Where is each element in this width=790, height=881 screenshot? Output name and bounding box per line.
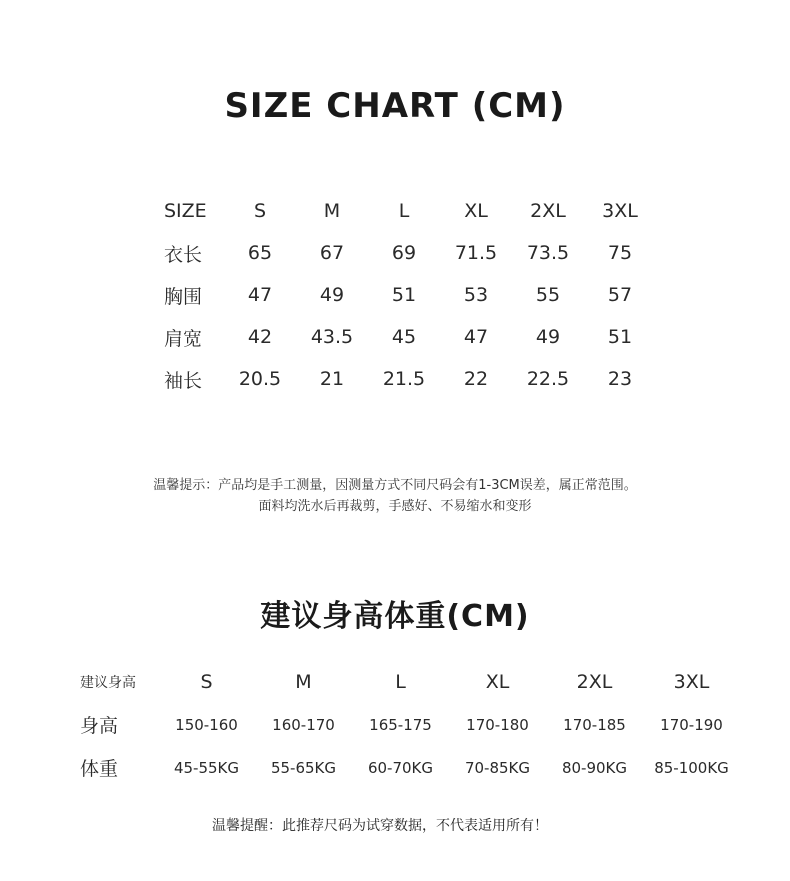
table-cell: 170-190 xyxy=(660,715,723,734)
size-header-cell: M xyxy=(323,200,341,222)
size-header-cell: S xyxy=(253,200,267,222)
row-label: 体重 xyxy=(80,758,119,780)
recommendation-table xyxy=(80,660,740,789)
table-cell: 57 xyxy=(607,284,633,306)
measurement-note: 温馨提示：产品均是手工测量，因测量方式不同尺码会有1-3CM误差，属正常范围。 xyxy=(153,478,637,493)
row-label: 胸围 xyxy=(164,285,203,308)
table-row xyxy=(164,232,656,274)
table-cell: 47 xyxy=(247,284,273,306)
rec-header-cell: S xyxy=(200,670,213,693)
size-header-row xyxy=(164,190,656,232)
table-cell: 67 xyxy=(319,242,345,264)
table-cell: 80-90KG xyxy=(561,758,628,777)
row-label: 袖长 xyxy=(164,369,203,392)
table-cell: 73.5 xyxy=(526,242,570,264)
row-label: 肩宽 xyxy=(164,327,203,350)
table-row xyxy=(164,274,656,316)
recommendation-title: 建议身高体重(CM) xyxy=(260,599,530,634)
rec-header-cell: 2XL xyxy=(576,670,613,693)
size-chart-table xyxy=(164,190,656,400)
table-cell: 51 xyxy=(391,284,417,306)
table-cell: 60-70KG xyxy=(367,758,434,777)
table-cell: 150-160 xyxy=(175,715,238,734)
rec-header-row xyxy=(80,660,740,703)
rec-header-cell: XL xyxy=(485,670,510,693)
table-cell: 22 xyxy=(463,368,489,390)
table-cell: 55-65KG xyxy=(270,758,337,777)
size-header-cell: L xyxy=(398,200,410,222)
table-cell: 55 xyxy=(535,284,561,306)
table-cell: 53 xyxy=(463,284,489,306)
size-chart-title: SIZE CHART (CM) xyxy=(224,86,566,126)
table-cell: 70-85KG xyxy=(464,758,531,777)
rec-header-cell: L xyxy=(395,670,406,693)
table-cell: 49 xyxy=(319,284,345,306)
rec-header-cell: 3XL xyxy=(673,670,710,693)
table-cell: 23 xyxy=(607,368,633,390)
table-row xyxy=(80,746,740,789)
table-cell: 49 xyxy=(535,326,561,348)
recommendation-note: 温馨提醒：此推荐尺码为试穿数据，不代表适用所有！ xyxy=(212,818,548,834)
table-cell: 69 xyxy=(391,242,417,264)
table-cell: 51 xyxy=(607,326,633,348)
table-cell: 21 xyxy=(319,368,345,390)
table-cell: 165-175 xyxy=(369,715,432,734)
table-row xyxy=(80,703,740,746)
size-header-cell: 3XL xyxy=(602,200,638,222)
table-cell: 85-100KG xyxy=(654,758,729,777)
table-cell: 43.5 xyxy=(310,326,354,348)
table-cell: 75 xyxy=(607,242,633,264)
table-row xyxy=(164,358,656,400)
size-header-cell: 2XL xyxy=(530,200,566,222)
row-label: 身高 xyxy=(80,715,119,737)
table-cell: 71.5 xyxy=(454,242,498,264)
size-header-label: SIZE xyxy=(164,200,207,222)
table-cell: 20.5 xyxy=(238,368,282,390)
table-cell: 170-185 xyxy=(563,715,626,734)
table-cell: 160-170 xyxy=(272,715,335,734)
table-cell: 21.5 xyxy=(382,368,426,390)
table-cell: 47 xyxy=(463,326,489,348)
table-cell: 45-55KG xyxy=(173,758,240,777)
row-label: 衣长 xyxy=(164,243,203,266)
rec-header-cell: M xyxy=(295,670,312,693)
table-cell: 42 xyxy=(247,326,273,348)
size-header-cell: XL xyxy=(464,200,488,222)
table-cell: 45 xyxy=(391,326,417,348)
fabric-note: 面料均洗水后再裁剪，手感好、不易缩水和变形 xyxy=(258,499,532,514)
table-cell: 22.5 xyxy=(526,368,570,390)
table-cell: 170-180 xyxy=(466,715,529,734)
table-cell: 65 xyxy=(247,242,273,264)
rec-header-label: 建议身高 xyxy=(80,674,136,691)
table-row xyxy=(164,316,656,358)
